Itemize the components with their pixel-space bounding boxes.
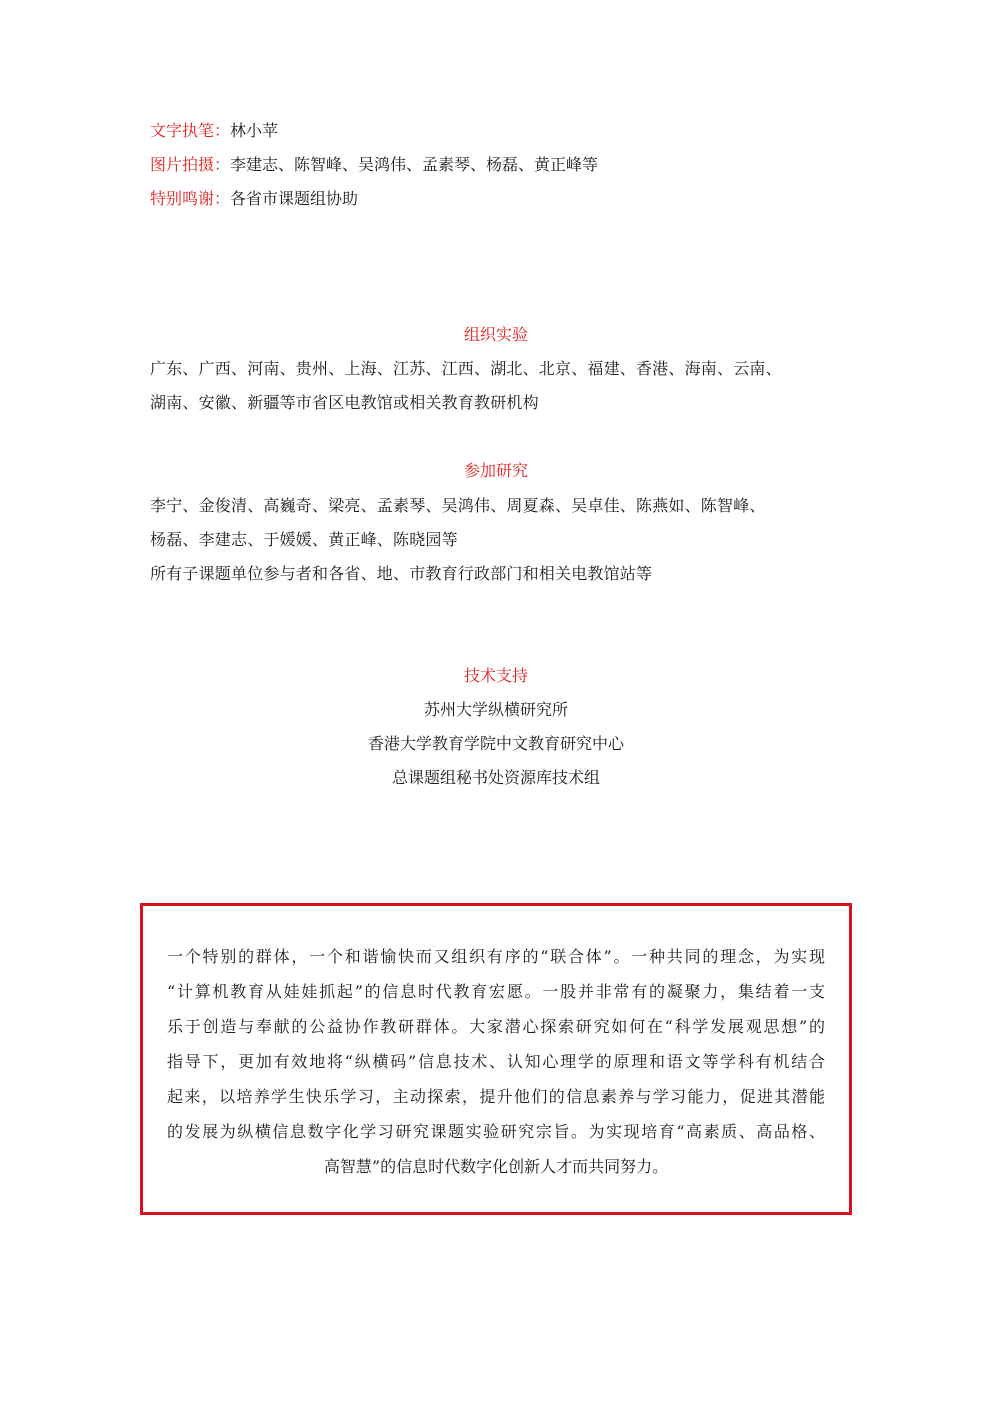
- research-line: 杨磊、李建志、于媛媛、黄正峰、陈晓园等: [150, 530, 458, 549]
- mission-text: [167, 939, 825, 1184]
- support-body: [0, 693, 992, 795]
- organize-line: 湖南、安徽、新疆等市省区电教馆或相关教育教研机构: [150, 393, 539, 412]
- mission-line: 一个特别的群体，一个和谐愉快而又组织有序的“联合体”。一种共同的理念，为实现: [167, 947, 825, 966]
- credit-thanks: [150, 186, 598, 220]
- mission-line: “计算机教育从娃娃抓起”的信息时代教育宏愿。一股并非常有的凝聚力，集结着一支: [167, 982, 825, 1001]
- credits-block: [150, 118, 598, 220]
- organize-line: 广东、广西、河南、贵州、上海、江苏、江西、湖北、北京、福建、香港、海南、云南、: [150, 359, 782, 378]
- organize-title: 组织实验: [463, 325, 528, 344]
- mission-line: 乐于创造与奉献的公益协作教研群体。大家潜心探索研究如何在“科学发展观思想”的: [167, 1017, 825, 1036]
- credit-thanks-value: 各省市课题组协助: [230, 189, 359, 208]
- research-title: 参加研究: [463, 461, 528, 480]
- credit-thanks-label: 特别鸣谢：: [150, 189, 231, 208]
- credit-photography: [150, 152, 598, 186]
- mission-line: 的发展为纵横信息数字化学习研究课题实验研究宗旨。为实现培育“高素质、高品格、: [167, 1122, 825, 1141]
- credit-writer-value: 林小苹: [230, 121, 279, 140]
- credit-photography-value: 李建志、陈智峰、吴鸿伟、孟素琴、杨磊、黄正峰等: [230, 155, 599, 174]
- research-body: [150, 489, 850, 591]
- credit-writer: [150, 118, 598, 152]
- research-line: 所有子课题单位参与者和各省、地、市教育行政部门和相关电教馆站等: [150, 564, 653, 583]
- credit-photography-label: 图片拍摄：: [150, 155, 231, 174]
- mission-line: 指导下，更加有效地将“纵横码”信息技术、认知心理学的原理和语文等学科有机结合: [167, 1052, 825, 1071]
- support-line: 苏州大学纵横研究所: [423, 700, 568, 719]
- support-line: 总课题组秘书处资源库技术组: [391, 768, 600, 787]
- mission-line: 高智慧”的信息时代数字化创新人才而共同努力。: [323, 1157, 669, 1176]
- organize-body: [150, 352, 850, 420]
- support-title: 技术支持: [463, 666, 528, 685]
- support-line: 香港大学教育学院中文教育研究中心: [367, 734, 624, 753]
- credit-writer-label: 文字执笔：: [150, 121, 231, 140]
- research-line: 李宁、金俊清、高巍奇、梁亮、孟素琴、吴鸿伟、周夏森、吴卓佳、陈燕如、陈智峰、: [150, 496, 766, 515]
- mission-line: 起来，以培养学生快乐学习，主动探索，提升他们的信息素养与学习能力，促进其潜能: [167, 1087, 825, 1106]
- mission-box: [140, 903, 852, 1215]
